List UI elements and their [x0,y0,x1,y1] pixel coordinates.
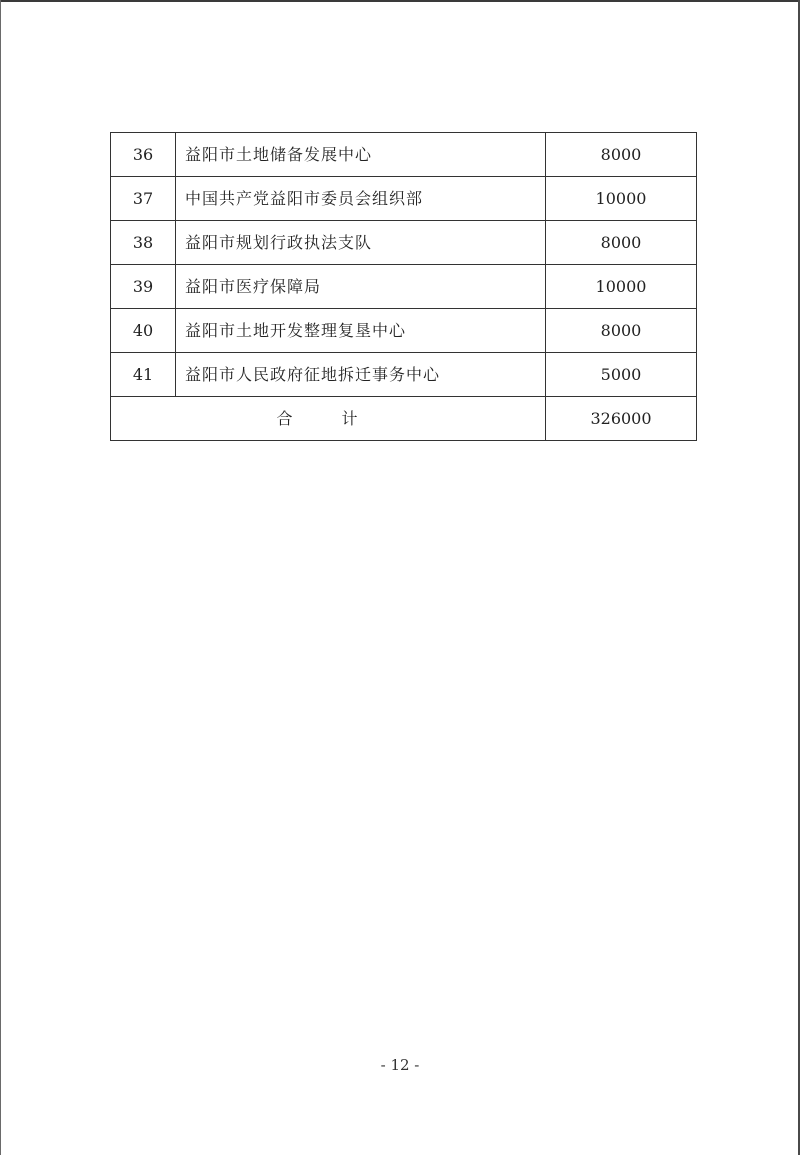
amount: 8000 [546,221,697,265]
table-row [111,353,697,397]
table-row [111,221,697,265]
amount: 10000 [546,265,697,309]
total-row [111,397,697,441]
table-row [111,265,697,309]
amount: 10000 [546,177,697,221]
unit-name: 益阳市土地开发整理复垦中心 [176,309,546,353]
amount: 8000 [546,133,697,177]
page-number: - 12 - [380,1056,420,1074]
amount: 5000 [546,353,697,397]
allocation-table [110,132,697,441]
row-number: 37 [111,177,176,221]
row-number: 38 [111,221,176,265]
unit-name: 益阳市土地储备发展中心 [176,133,546,177]
table-row [111,309,697,353]
row-number: 41 [111,353,176,397]
unit-name: 益阳市规划行政执法支队 [176,221,546,265]
row-number: 36 [111,133,176,177]
amount: 8000 [546,309,697,353]
table-row [111,133,697,177]
row-number: 39 [111,265,176,309]
scan-edge-left [0,0,1,1155]
unit-name: 益阳市人民政府征地拆迁事务中心 [176,353,546,397]
table-row [111,177,697,221]
unit-name: 益阳市医疗保障局 [176,265,546,309]
unit-name: 中国共产党益阳市委员会组织部 [176,177,546,221]
total-amount: 326000 [546,397,697,441]
row-number: 40 [111,309,176,353]
scan-edge-top [0,0,800,2]
total-label: 合 计 [111,397,546,441]
